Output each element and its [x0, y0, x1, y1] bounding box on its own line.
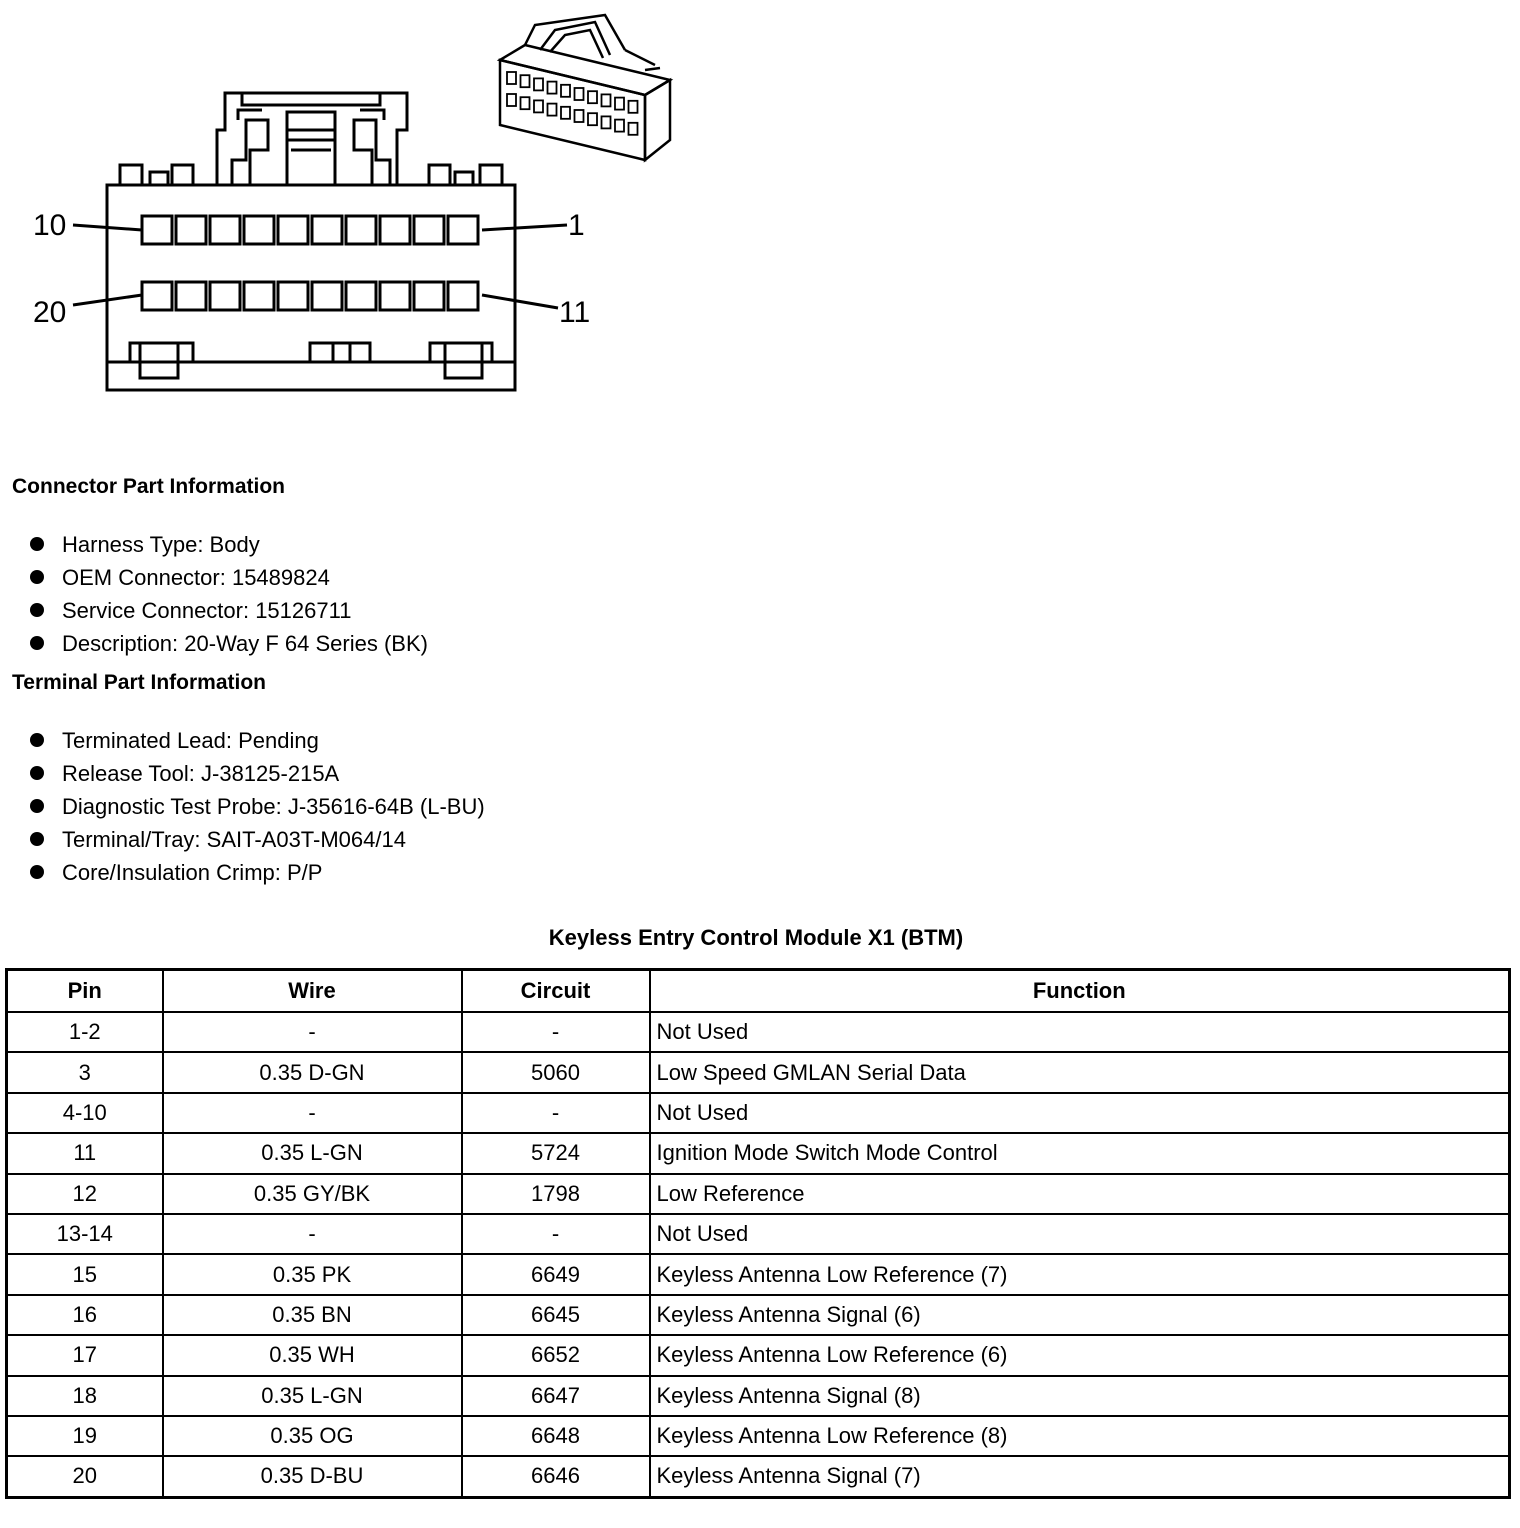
cell-pin: 20 — [7, 1456, 163, 1497]
cell-circuit: 6646 — [462, 1456, 650, 1497]
cell-function: Keyless Antenna Low Reference (8) — [650, 1416, 1510, 1456]
cell-wire: - — [163, 1093, 462, 1133]
connector-3d-illustration — [495, 10, 685, 170]
cell-pin: 15 — [7, 1254, 163, 1294]
pin-cavity — [346, 216, 376, 244]
pin-label-1: 1 — [568, 209, 585, 242]
cell-function: Ignition Mode Switch Mode Control — [650, 1133, 1510, 1173]
table-row — [7, 1416, 1510, 1456]
table-row — [7, 1012, 1510, 1052]
cell-pin: 18 — [7, 1376, 163, 1416]
pin-cavity — [312, 282, 342, 310]
table-row — [7, 1376, 1510, 1416]
pin-cavity — [346, 282, 376, 310]
pin-cavity — [380, 282, 410, 310]
iso-cavity — [629, 101, 638, 113]
cell-circuit: - — [462, 1012, 650, 1052]
cell-function: Not Used — [650, 1093, 1510, 1133]
cell-wire: 0.35 L-GN — [163, 1133, 462, 1173]
cell-pin: 16 — [7, 1295, 163, 1335]
cell-function: Keyless Antenna Signal (6) — [650, 1295, 1510, 1335]
header-circuit: Circuit — [462, 970, 650, 1013]
cell-wire: 0.35 BN — [163, 1295, 462, 1335]
iso-cavity — [507, 72, 516, 84]
pin-cavity — [414, 282, 444, 310]
pin-cavity — [414, 216, 444, 244]
iso-cavity — [561, 85, 570, 97]
iso-cavity — [615, 120, 624, 132]
cell-function: Not Used — [650, 1214, 1510, 1254]
pin-cavity — [448, 282, 478, 310]
cell-wire: 0.35 D-GN — [163, 1052, 462, 1092]
cell-wire: 0.35 PK — [163, 1254, 462, 1294]
list-item: Terminated Lead: Pending — [28, 724, 485, 757]
list-item: Description: 20-Way F 64 Series (BK) — [28, 627, 428, 660]
cell-pin: 12 — [7, 1174, 163, 1214]
pin-cavity — [278, 282, 308, 310]
cell-pin: 19 — [7, 1416, 163, 1456]
table-row — [7, 1254, 1510, 1294]
iso-cavity — [629, 123, 638, 135]
connector-info-heading: Connector Part Information — [12, 475, 286, 498]
pin-label-10: 10 — [33, 209, 67, 242]
iso-cavity — [602, 116, 611, 128]
iso-cavity — [548, 104, 557, 116]
cell-function: Not Used — [650, 1012, 1510, 1052]
list-item: Service Connector: 15126711 — [28, 594, 428, 627]
cell-function: Low Speed GMLAN Serial Data — [650, 1052, 1510, 1092]
pin-table-caption: Keyless Entry Control Module X1 (BTM) — [548, 925, 964, 950]
iso-cavity — [507, 94, 516, 106]
pin-cavity — [176, 282, 206, 310]
cell-pin: 11 — [7, 1133, 163, 1173]
pin-cavity — [380, 216, 410, 244]
cell-function: Keyless Antenna Signal (7) — [650, 1456, 1510, 1497]
cell-function: Low Reference — [650, 1174, 1510, 1214]
pin-table — [5, 968, 1511, 1499]
cell-function: Keyless Antenna Signal (8) — [650, 1376, 1510, 1416]
iso-cavity — [602, 94, 611, 106]
pin-cavity — [210, 282, 240, 310]
table-row — [7, 1456, 1510, 1497]
list-item: Release Tool: J-38125-215A — [28, 757, 485, 790]
cell-wire: - — [163, 1214, 462, 1254]
iso-cavity — [521, 97, 530, 109]
table-row — [7, 1174, 1510, 1214]
cell-wire: 0.35 L-GN — [163, 1376, 462, 1416]
pin-cavity — [142, 282, 172, 310]
pin-cavity — [312, 216, 342, 244]
iso-cavity — [534, 100, 543, 112]
cell-wire: 0.35 WH — [163, 1335, 462, 1375]
cell-circuit: 6645 — [462, 1295, 650, 1335]
cell-circuit: - — [462, 1214, 650, 1254]
pin-label-11: 11 — [559, 296, 591, 329]
pin-cavity — [244, 282, 274, 310]
pin-table-header-row — [7, 970, 1510, 1013]
header-pin: Pin — [7, 970, 163, 1013]
list-item: Diagnostic Test Probe: J-35616-64B (L-BU) — [28, 790, 485, 823]
cell-circuit: 6647 — [462, 1376, 650, 1416]
pin-cavity — [142, 216, 172, 244]
terminal-info-heading: Terminal Part Information — [12, 671, 266, 694]
connector-info-list — [28, 528, 428, 660]
pin-cavity — [210, 216, 240, 244]
table-row — [7, 1295, 1510, 1335]
cell-circuit: 5724 — [462, 1133, 650, 1173]
cell-pin: 17 — [7, 1335, 163, 1375]
cell-wire: - — [163, 1012, 462, 1052]
pin-cavity — [278, 216, 308, 244]
pin-cavity — [448, 216, 478, 244]
terminal-info-list — [28, 724, 485, 889]
pin-cavity — [176, 216, 206, 244]
iso-cavity — [575, 88, 584, 100]
list-item: Core/Insulation Crimp: P/P — [28, 856, 485, 889]
table-row — [7, 1052, 1510, 1092]
table-row — [7, 1093, 1510, 1133]
cell-function: Keyless Antenna Low Reference (7) — [650, 1254, 1510, 1294]
list-item: OEM Connector: 15489824 — [28, 561, 428, 594]
table-row — [7, 1214, 1510, 1254]
iso-cavity — [521, 75, 530, 87]
header-function: Function — [650, 970, 1510, 1013]
cell-wire: 0.35 OG — [163, 1416, 462, 1456]
list-item: Harness Type: Body — [28, 528, 428, 561]
cell-pin: 3 — [7, 1052, 163, 1092]
iso-cavity — [534, 78, 543, 90]
cell-function: Keyless Antenna Low Reference (6) — [650, 1335, 1510, 1375]
cell-circuit: - — [462, 1093, 650, 1133]
cell-circuit: 6648 — [462, 1416, 650, 1456]
cell-wire: 0.35 D-BU — [163, 1456, 462, 1497]
pin-label-20: 20 — [33, 296, 67, 329]
cell-pin: 1-2 — [7, 1012, 163, 1052]
cell-circuit: 6649 — [462, 1254, 650, 1294]
header-wire: Wire — [163, 970, 462, 1013]
pin-cavity — [244, 216, 274, 244]
cell-circuit: 1798 — [462, 1174, 650, 1214]
table-row — [7, 1335, 1510, 1375]
cell-wire: 0.35 GY/BK — [163, 1174, 462, 1214]
cell-circuit: 6652 — [462, 1335, 650, 1375]
iso-cavity — [588, 91, 597, 103]
iso-cavity — [561, 107, 570, 119]
iso-cavity — [615, 98, 624, 110]
list-item: Terminal/Tray: SAIT-A03T-M064/14 — [28, 823, 485, 856]
cell-pin: 4-10 — [7, 1093, 163, 1133]
cell-circuit: 5060 — [462, 1052, 650, 1092]
table-row — [7, 1133, 1510, 1173]
iso-cavity — [548, 82, 557, 94]
cell-pin: 13-14 — [7, 1214, 163, 1254]
iso-cavity — [588, 113, 597, 125]
iso-cavity — [575, 110, 584, 122]
